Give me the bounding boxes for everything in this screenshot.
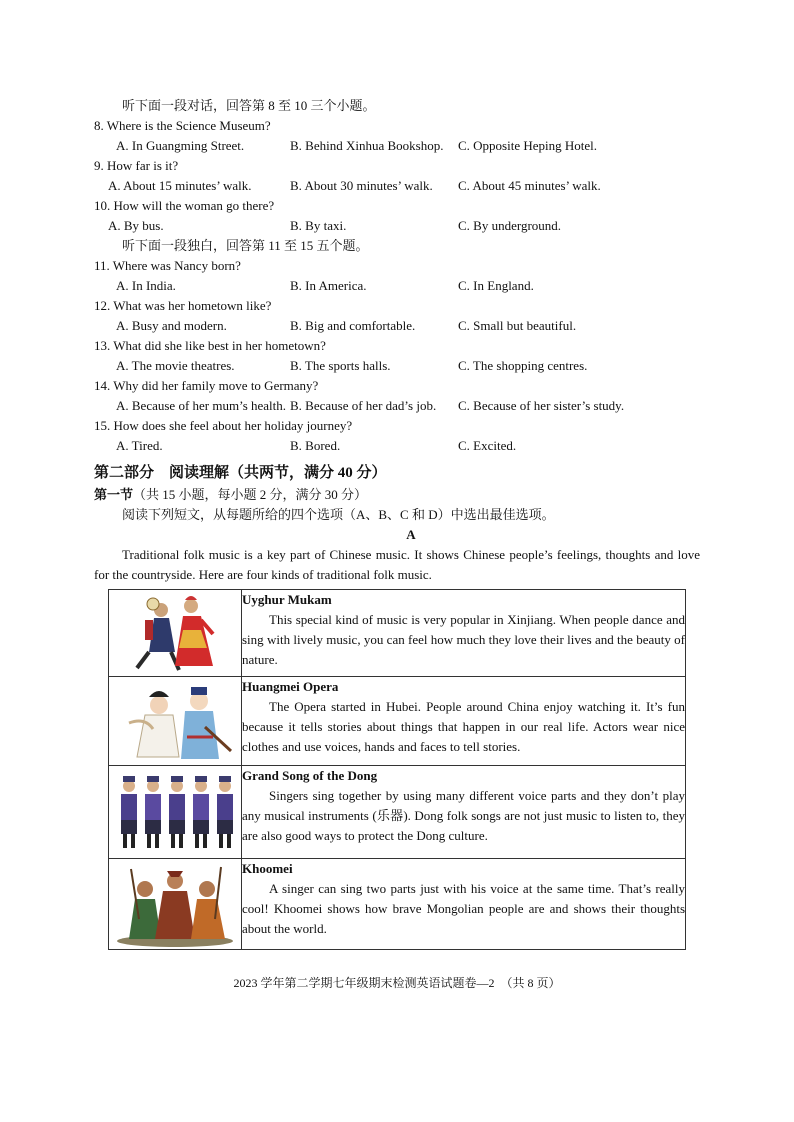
uyghur-mukam-cell	[242, 590, 686, 677]
passage-label: A	[406, 527, 416, 542]
options-13: A. The movie theatres. B. The sports halls. C. The shopping centres.	[116, 358, 588, 373]
huangmei-opera-cell	[242, 677, 686, 766]
options-9: A. About 15 minutes’ walk. B. About 30 minutes’ walk. C. About 45 minutes’ walk.	[108, 178, 601, 193]
music-description: The Opera started in Hubei. People around China enjoy watching it. It’s fun because it tells stories about things that happen in our real life. Actors wear nice clothes and use voices, hands and faces to tell stories.	[242, 699, 685, 754]
question-15: 15. How does she feel about her holiday journey?	[94, 418, 353, 433]
section-title	[0, 485, 794, 505]
table-row	[109, 766, 686, 859]
music-description: This special kind of music is very popular in Xinjiang. When people dance and sing with lively music, you can feel how much they love their lives and the beauty of nature.	[242, 612, 685, 667]
listening-intro-2: 听下面一段独白，回答第 11 至 15 五个题。	[122, 238, 369, 253]
question-12: 12. What was her hometown like?	[94, 298, 272, 313]
question-11: 11. Where was Nancy born?	[94, 258, 241, 273]
question-10: 10. How will the woman go there?	[94, 198, 275, 213]
options-8: A. In Guangming Street. B. Behind Xinhua Bookshop. C. Opposite Heping Hotel.	[116, 138, 598, 153]
music-description: A singer can sing two parts just with his voice at the same time. That’s really cool! Khoomei shows how brave Mongolian people are and shows their thoughts about the world.	[242, 881, 685, 936]
options-14: A. Because of her mum’s health. B. Because of her dad’s job. C. Because of her sister’s study.	[116, 398, 625, 413]
uyghur-dancers-image	[109, 590, 242, 677]
section-note: （共 15 小题，每小题 2 分，满分 30 分）	[133, 487, 368, 502]
options-12: A. Busy and modern. B. Big and comfortable. C. Small but beautiful.	[116, 318, 577, 333]
options-15: A. Tired. B. Bored. C. Excited.	[116, 438, 517, 453]
table-row	[109, 859, 686, 950]
dong-singers-image	[109, 766, 242, 859]
mongolian-singers-image	[109, 859, 242, 950]
folk-music-table	[108, 589, 686, 950]
music-title: Grand Song of the Dong	[242, 768, 378, 783]
part-title: 第二部分 阅读理解（共两节，满分 40 分）	[94, 465, 387, 481]
passage-intro: Traditional folk music is a key part of Chinese music. It shows Chinese people’s feelings, thoughts and love for the countryside. Here are four kinds of traditional folk music.	[94, 547, 700, 582]
options-11: A. In India. B. In America. C. In England.	[116, 278, 534, 293]
question-13: 13. What did she like best in her hometown?	[94, 338, 326, 353]
reading-instruction: 阅读下列短文，从每题所给的四个选项（A、B、C 和 D）中选出最佳选项。	[122, 507, 555, 522]
music-title: Uyghur Mukam	[242, 592, 332, 607]
music-title: Huangmei Opera	[242, 679, 339, 694]
question-14: 14. Why did her family move to Germany?	[94, 378, 319, 393]
section-label: 第一节	[94, 487, 134, 502]
music-title: Khoomei	[242, 861, 293, 876]
music-description: Singers sing together by using many different voice parts and they don’t play any musical instruments (乐器). Dong folk songs are not just music to listen to, they are also good ways to protect the Dong culture.	[242, 788, 685, 843]
khoomei-cell	[242, 859, 686, 950]
question-8: 8. Where is the Science Museum?	[94, 118, 271, 133]
table-row	[109, 677, 686, 766]
page-footer: 2023 学年第二学期七年级期末检测英语试题卷—2 （共 8 页）	[233, 976, 561, 990]
dong-song-cell	[242, 766, 686, 859]
table-row	[109, 590, 686, 677]
listening-intro-1: 听下面一段对话，回答第 8 至 10 三个小题。	[122, 98, 376, 113]
options-10: A. By bus. B. By taxi. C. By underground.	[108, 218, 562, 233]
question-9: 9. How far is it?	[94, 158, 179, 173]
opera-actors-image	[109, 677, 242, 766]
